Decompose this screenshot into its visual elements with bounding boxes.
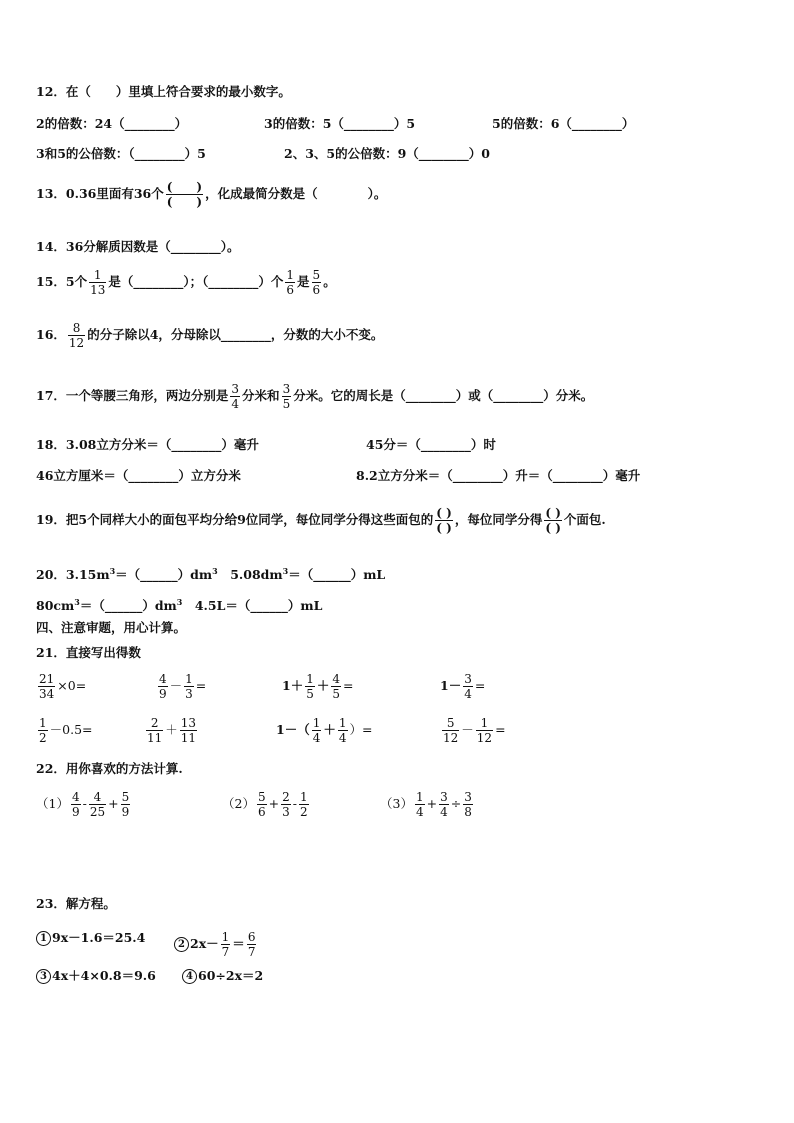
numerator: 1 (39, 716, 47, 730)
operator: ＋ (165, 722, 178, 737)
fraction (305, 672, 315, 701)
q21-expr-6 (144, 716, 199, 745)
fraction (463, 790, 473, 819)
fraction (257, 790, 267, 819)
q15-middle: 是（________）；（________）个 (108, 274, 284, 289)
denominator: 12 (68, 336, 85, 350)
q19 (36, 506, 606, 535)
circled-number-3: 3 (36, 969, 51, 984)
problem-label: （1） (36, 796, 69, 811)
q12-item-d: 3和5的公倍数：（________）5 (36, 146, 206, 161)
fraction (476, 716, 493, 745)
q19-end: 个面包. (563, 512, 606, 527)
cube-superscript: 3 (212, 566, 218, 576)
q21-title: 21．直接写出得数 (36, 645, 141, 660)
fraction (299, 790, 309, 819)
fraction (285, 268, 295, 297)
fraction (331, 672, 341, 701)
denominator: 6 (312, 283, 321, 297)
q16 (36, 321, 383, 350)
q22-problem-1 (36, 790, 132, 819)
problem-label: （3） (380, 796, 413, 811)
denominator: 3 (282, 805, 290, 819)
fraction (221, 930, 231, 959)
q13-denominator: ( ) (166, 195, 203, 209)
q23-title: 23．解方程。 (36, 896, 116, 911)
denominator: 9 (71, 805, 80, 819)
operator: － (169, 678, 183, 693)
denominator: 11 (147, 731, 163, 745)
q20-line1 (36, 563, 385, 583)
denominator: 4 (464, 687, 472, 701)
q23-equation-1 (36, 930, 145, 946)
cube-superscript: 3 (109, 566, 116, 576)
denominator: 12 (476, 731, 493, 745)
numerator: 4 (332, 672, 340, 686)
numerator: 4 (159, 672, 167, 686)
denominator: 4 (312, 731, 321, 745)
denominator: 3 (185, 687, 193, 701)
numerator: 1 (286, 268, 295, 282)
expr-text: ）= (349, 722, 373, 737)
fraction (312, 716, 322, 745)
fraction (463, 672, 473, 701)
q12-item-e: 2、3、5的公倍数：9（________）0 (284, 146, 490, 161)
operator: - (292, 796, 297, 811)
q21-expr-4 (440, 672, 485, 701)
problem-label: （2） (222, 796, 255, 811)
q15-is: 是 (297, 274, 310, 289)
denominator: 13 (90, 283, 106, 297)
operator: - (82, 796, 87, 811)
numerator: ( ) (545, 506, 561, 520)
equals: = (195, 678, 207, 693)
fraction (71, 790, 81, 819)
numerator: 3 (440, 790, 448, 804)
fraction (180, 716, 197, 745)
q14: 14．36分解质因数是（________）。 (36, 239, 240, 254)
q18-item-b: 45分＝（________）时 (366, 437, 496, 452)
numerator: 4 (71, 790, 80, 804)
q15-prefix: 15．5个 (36, 274, 88, 289)
numerator: 4 (93, 790, 102, 804)
q20-text: ＝（______）dm (115, 567, 213, 582)
numerator: 2 (282, 790, 290, 804)
numerator: ( ) (436, 506, 452, 520)
q13-prefix: 13．0.36里面有36个 (36, 186, 164, 201)
fraction (121, 790, 131, 819)
denominator: 25 (89, 805, 106, 819)
operator: + (268, 796, 280, 811)
numerator: 1 (299, 790, 308, 804)
q19-prefix: 19．把5个同样大小的面包平均分给9位同学，每位同学分得这些面包的 (36, 512, 434, 527)
denominator: 9 (159, 687, 167, 701)
numerator: 5 (121, 790, 130, 804)
denominator: ( ) (545, 521, 561, 535)
expr-text: 1－（ (276, 722, 310, 737)
equals: = (495, 722, 506, 737)
circled-number-1: 1 (36, 931, 51, 946)
fraction (312, 268, 322, 297)
fraction (415, 790, 425, 819)
fraction (282, 382, 292, 411)
numerator: 13 (180, 716, 197, 730)
q21-expr-1 (36, 672, 86, 701)
q23-equation-2 (174, 930, 258, 959)
denominator: 6 (286, 283, 295, 297)
denominator: 2 (299, 805, 308, 819)
section-4-title: 四、注意审题，用心计算。 (36, 620, 187, 635)
denominator: 9 (121, 805, 130, 819)
numerator: 3 (464, 672, 472, 686)
numerator: 21 (39, 672, 55, 686)
q12-item-b: 3的倍数：5（________）5 (264, 116, 416, 131)
fraction (38, 716, 48, 745)
numerator: 1 (312, 716, 321, 730)
denominator: 4 (415, 805, 424, 819)
cube-superscript: 3 (74, 597, 80, 607)
q21-expr-7 (276, 716, 372, 745)
cube-superscript: 3 (282, 566, 289, 576)
fraction (146, 716, 163, 745)
numerator: 1 (480, 716, 489, 730)
equation-text: 2x－ (190, 936, 219, 951)
q22-problem-3 (380, 790, 475, 819)
denominator: 2 (39, 731, 47, 745)
numerator: 3 (231, 382, 240, 396)
expr-text: 1－ (440, 678, 462, 693)
q19-blank-fraction (544, 506, 562, 535)
circled-number-4: 4 (182, 969, 197, 984)
fraction (442, 716, 459, 745)
q12-item-c: 5的倍数：6（________） (492, 116, 635, 131)
expr-text: 1＋ (282, 678, 304, 693)
numerator: 1 (185, 672, 193, 686)
operator: + (426, 796, 438, 811)
expr-text: ×0= (57, 678, 87, 693)
q20-line2 (36, 594, 322, 614)
q13-numerator: ( ) (166, 180, 203, 194)
numerator: 6 (247, 930, 256, 944)
fraction (184, 672, 194, 701)
circled-number-2: 2 (174, 937, 189, 952)
fraction (38, 672, 55, 701)
q13 (36, 180, 386, 209)
q16-prefix: 16． (36, 327, 66, 342)
q17-suffix: 分米。它的周长是（________）或（________）分米。 (293, 388, 594, 403)
fraction (338, 716, 348, 745)
numerator: 5 (257, 790, 266, 804)
numerator: 3 (464, 790, 472, 804)
q16-suffix: 的分子除以4，分母除以________，分数的大小不变。 (87, 327, 384, 342)
q21-expr-5 (36, 716, 93, 745)
denominator: 7 (247, 945, 256, 959)
equals: ＝ (232, 936, 245, 951)
equation-text: 4x＋4×0.8＝9.6 (52, 968, 156, 983)
denominator: 4 (440, 805, 448, 819)
numerator: 5 (312, 268, 321, 282)
q15 (36, 268, 336, 297)
denominator: 8 (464, 805, 472, 819)
denominator: 4 (338, 731, 347, 745)
fraction (89, 790, 106, 819)
equals: = (343, 678, 354, 693)
q21-expr-3 (282, 672, 353, 701)
q20-text: ＝（______）mL (288, 567, 386, 582)
equation-text: 60÷2x＝2 (198, 968, 264, 983)
numerator: 8 (72, 321, 81, 335)
denominator: 6 (257, 805, 266, 819)
q19-middle: ，每位同学分得 (454, 512, 543, 527)
numerator: 1 (93, 268, 102, 282)
fraction (439, 790, 449, 819)
numerator: 2 (150, 716, 159, 730)
q18-item-c: 46立方厘米＝（________）立方分米 (36, 468, 241, 483)
q15-end: 。 (323, 274, 336, 289)
q17-prefix: 17．一个等腰三角形，两边分别是 (36, 388, 229, 403)
q21-expr-2 (156, 672, 206, 701)
denominator: 7 (221, 945, 230, 959)
operator: ＋ (316, 678, 330, 693)
denominator: 5 (282, 397, 291, 411)
fraction (281, 790, 291, 819)
numerator: 3 (282, 382, 291, 396)
operator: + (108, 796, 119, 811)
q22-problem-2 (222, 790, 311, 819)
q19-blank-fraction (435, 506, 453, 535)
q20-text: 20．3.15m (36, 567, 110, 582)
equation-text: 9x－1.6＝25.4 (52, 930, 146, 945)
q20-text: 80cm (36, 598, 75, 613)
q21-expr-8 (440, 716, 506, 745)
q12-title: 12．在（ ）里填上符合要求的最小数字。 (36, 84, 291, 99)
cube-superscript: 3 (176, 597, 183, 607)
equals: = (474, 678, 486, 693)
q23-equation-3 (36, 968, 156, 984)
fraction (230, 382, 240, 411)
denominator: 4 (231, 397, 240, 411)
q17-and: 分米和 (242, 388, 280, 403)
q20-text: 5.08dm (217, 567, 283, 582)
fraction (89, 268, 106, 297)
fraction (68, 321, 85, 350)
denominator: 5 (332, 687, 340, 701)
operator: － (461, 722, 474, 737)
numerator: 1 (221, 930, 230, 944)
q17 (36, 382, 593, 411)
numerator: 1 (306, 672, 314, 686)
q23-equation-4 (182, 968, 263, 984)
fraction (247, 930, 257, 959)
q13-blank-fraction (166, 180, 203, 209)
q22-title: 22．用你喜欢的方法计算. (36, 761, 183, 776)
denominator: 5 (306, 687, 314, 701)
numerator: 1 (338, 716, 347, 730)
expr-text: －0.5= (49, 722, 93, 737)
q20-text: ＝（______）dm (79, 598, 177, 613)
q13-suffix: ，化成最简分数是（ ）。 (205, 186, 387, 201)
q18-item-d: 8.2立方分米＝（________）升＝（________）毫升 (356, 468, 641, 483)
fraction (158, 672, 168, 701)
q20-text: 4.5L＝（______）mL (182, 598, 323, 613)
denominator: ( ) (436, 521, 452, 535)
denominator: 34 (39, 687, 55, 701)
numerator: 1 (415, 790, 424, 804)
denominator: 11 (180, 731, 197, 745)
operator: ＋ (323, 722, 336, 737)
q18-item-a: 18．3.08立方分米＝（________）毫升 (36, 437, 259, 452)
denominator: 12 (443, 731, 459, 745)
numerator: 5 (446, 716, 455, 730)
q12-item-a: 2的倍数：24（________） (36, 116, 188, 131)
operator: ÷ (450, 796, 462, 811)
